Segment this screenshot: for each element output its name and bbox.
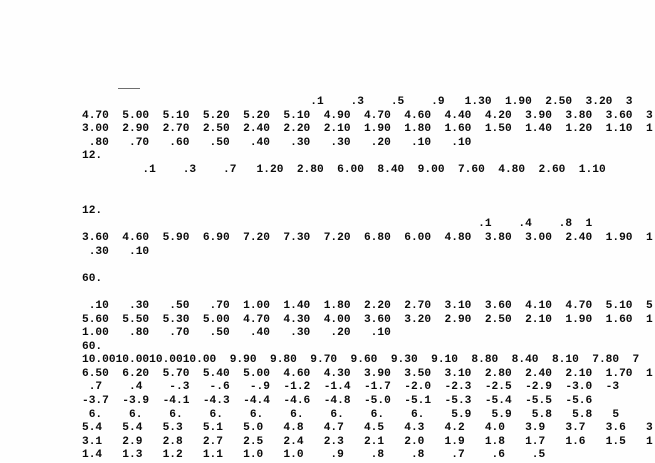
data-line: 1.4 1.3 1.2 1.1 1.0 1.0 .9 .8 .8 .7 .6 .5 bbox=[82, 449, 546, 462]
data-line: 12. bbox=[82, 150, 103, 163]
data-line: .7 .4 -.3 -.6 -.9 -1.2 -1.4 -1.7 -2.0 -2.3 -2.5 -2.9 -3.0 -3 bbox=[82, 381, 620, 394]
data-line: 60. bbox=[82, 340, 103, 353]
data-line: .80 .70 .60 .50 .40 .30 .30 .20 .10 .10 bbox=[82, 136, 472, 149]
data-line: 3.60 4.60 5.90 6.90 7.20 7.30 7.20 6.80 6.00 4.80 3.80 3.00 2.40 1.90 1 bbox=[82, 231, 653, 244]
data-line: 12. bbox=[82, 204, 103, 217]
data-line: 5.60 5.50 5.30 5.00 4.70 4.30 4.00 3.60 3.20 2.90 2.50 2.10 1.90 1.60 1 bbox=[82, 313, 653, 326]
data-line: .1 .3 .7 1.20 2.80 6.00 8.40 9.00 7.60 4.80 2.60 1.10 bbox=[82, 163, 606, 176]
data-line: 5.4 5.4 5.3 5.1 5.0 4.8 4.7 4.5 4.3 4.2 4.0 3.9 3.7 3.6 3 bbox=[82, 422, 653, 435]
data-line: 6. 6. 6. 6. 6. 6. 6. 6. 6. 5.9 5.9 5.8 5.8 5 bbox=[82, 408, 620, 421]
data-line: 3.00 2.90 2.70 2.50 2.40 2.20 2.10 1.90 1.80 1.60 1.50 1.40 1.20 1.10 1 bbox=[82, 123, 653, 136]
horizontal-rule bbox=[118, 88, 140, 89]
data-line bbox=[0, 178, 655, 192]
data-line: .30 .10 bbox=[82, 245, 150, 258]
data-line: .10 .30 .50 .70 1.00 1.40 1.80 2.20 2.70 3.10 3.60 4.10 4.70 5.10 5 bbox=[82, 299, 653, 312]
data-line: -3.7 -3.9 -4.1 -4.3 -4.4 -4.6 -4.8 -5.0 -5.1 -5.3 -5.4 -5.5 -5.6 bbox=[82, 395, 593, 408]
data-line: 10.0010.0010.0010.00 9.90 9.80 9.70 9.60 9.30 9.10 8.80 8.40 8.10 7.80 7 bbox=[82, 354, 640, 367]
data-line bbox=[0, 286, 655, 300]
data-line: .1 .4 .8 1 bbox=[82, 218, 593, 231]
data-line: 4.70 5.00 5.10 5.20 5.20 5.10 4.90 4.70 4.60 4.40 4.20 3.90 3.80 3.60 3 bbox=[82, 109, 653, 122]
data-line: 3.1 2.9 2.8 2.7 2.5 2.4 2.3 2.1 2.0 1.9 1.8 1.7 1.6 1.5 1 bbox=[82, 435, 653, 448]
data-line: 60. bbox=[82, 272, 103, 285]
data-line: .1 .3 .5 .9 1.30 1.90 2.50 3.20 3 bbox=[82, 96, 633, 108]
data-listing bbox=[0, 96, 655, 463]
data-line bbox=[0, 191, 655, 205]
data-line: 6.50 6.20 5.70 5.40 5.00 4.60 4.30 3.90 3.50 3.10 2.80 2.40 2.10 1.70 1 bbox=[82, 367, 653, 380]
data-line bbox=[0, 259, 655, 273]
data-line: 1.00 .80 .70 .50 .40 .30 .20 .10 bbox=[82, 327, 391, 340]
